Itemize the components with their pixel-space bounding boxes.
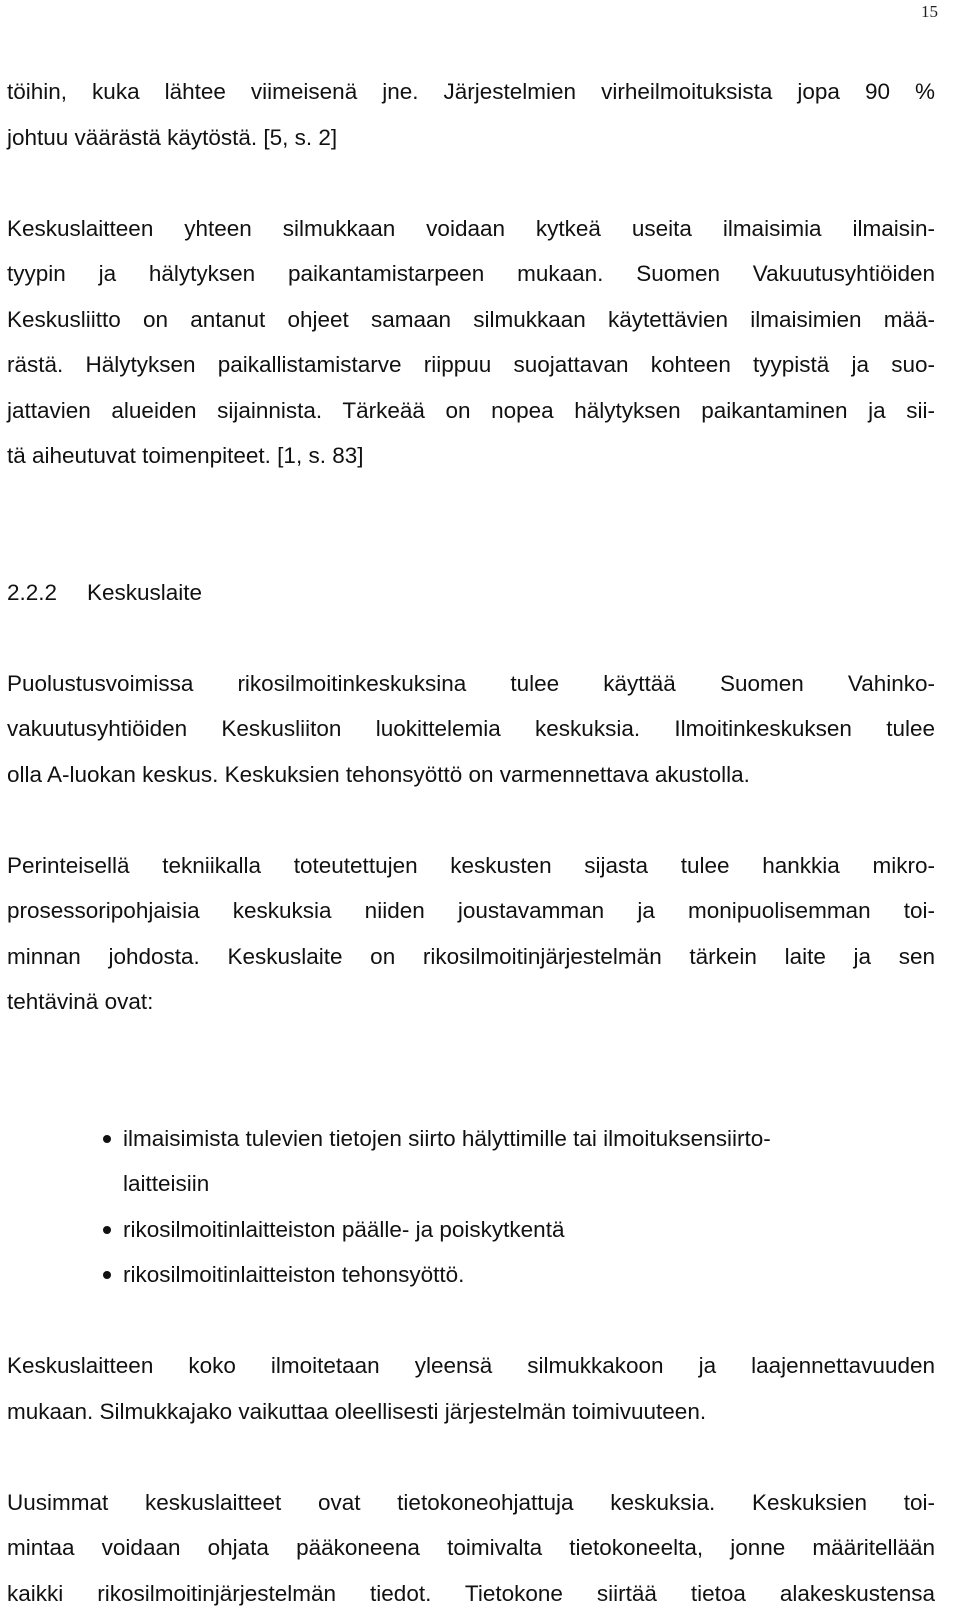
bullet-icon bbox=[103, 1271, 111, 1279]
text-line: mintaa voidaan ohjata pääkoneena toimivalta tietokoneelta, jonne määritellään bbox=[7, 1525, 935, 1571]
task-list bbox=[7, 1116, 935, 1298]
paragraph-4 bbox=[7, 843, 935, 1025]
bullet-icon bbox=[103, 1226, 111, 1234]
text-line: tehtävinä ovat: bbox=[7, 979, 935, 1025]
bullet-icon bbox=[103, 1135, 111, 1143]
list-item-line: rikosilmoitinlaitteiston tehonsyöttö. bbox=[123, 1252, 935, 1298]
text-line: Keskusliitto on antanut ohjeet samaan silmukkaan käytettävien ilmaisimien mää- bbox=[7, 297, 935, 343]
list-item-line: laitteisiin bbox=[123, 1161, 935, 1207]
list-item-line: ilmaisimista tulevien tietojen siirto hälyttimille tai ilmoituksensiirto- bbox=[123, 1116, 935, 1162]
text-line: tä aiheutuvat toimenpiteet. [1, s. 83] bbox=[7, 433, 935, 479]
text-line: rästä. Hälytyksen paikallistamistarve riippuu suojattavan kohteen tyypistä ja suo- bbox=[7, 342, 935, 388]
paragraph-spacer bbox=[7, 797, 935, 843]
text-line: johtuu väärästä käytöstä. [5, s. 2] bbox=[7, 115, 935, 161]
text-line: olla A-luokan keskus. Keskuksien tehonsyöttö on varmennettava akustolla. bbox=[7, 752, 935, 798]
document-body bbox=[7, 69, 935, 1616]
paragraph-spacer bbox=[7, 1434, 935, 1480]
paragraph-1 bbox=[7, 69, 935, 160]
text-line: Perinteisellä tekniikalla toteutettujen keskusten sijasta tulee hankkia mikro- bbox=[7, 843, 935, 889]
text-line: Uusimmat keskuslaitteet ovat tietokoneohjattuja keskuksia. Keskuksien toi- bbox=[7, 1480, 935, 1526]
section-number: 2.2.2 bbox=[7, 570, 87, 616]
text-line: minnan johdosta. Keskuslaite on rikosilmoitinjärjestelmän tärkein laite ja sen bbox=[7, 934, 935, 980]
list-spacer bbox=[7, 1025, 935, 1116]
paragraph-spacer bbox=[7, 615, 935, 661]
paragraph-6 bbox=[7, 1480, 935, 1616]
paragraph-3 bbox=[7, 661, 935, 798]
section-title: Keskuslaite bbox=[87, 580, 202, 605]
section-spacer bbox=[7, 479, 935, 570]
list-item bbox=[7, 1252, 935, 1298]
list-item bbox=[7, 1116, 935, 1207]
text-line: prosessoripohjaisia keskuksia niiden joustavamman ja monipuolisemman toi- bbox=[7, 888, 935, 934]
text-line: kaikki rikosilmoitinjärjestelmän tiedot. Tietokone siirtää tietoa alakeskustensa bbox=[7, 1571, 935, 1616]
paragraph-5 bbox=[7, 1343, 935, 1434]
list-item-line: rikosilmoitinlaitteiston päälle- ja poiskytkentä bbox=[123, 1207, 935, 1253]
text-line: mukaan. Silmukkajako vaikuttaa oleellisesti järjestelmän toimivuuteen. bbox=[7, 1389, 935, 1435]
page-number: 15 bbox=[921, 2, 938, 22]
paragraph-spacer bbox=[7, 1298, 935, 1344]
paragraph-2 bbox=[7, 206, 935, 479]
text-line: Puolustusvoimissa rikosilmoitinkeskuksina tulee käyttää Suomen Vahinko- bbox=[7, 661, 935, 707]
text-line: tyypin ja hälytyksen paikantamistarpeen mukaan. Suomen Vakuutusyhtiöiden bbox=[7, 251, 935, 297]
text-line: Keskuslaitteen yhteen silmukkaan voidaan kytkeä useita ilmaisimia ilmaisin- bbox=[7, 206, 935, 252]
text-line: Keskuslaitteen koko ilmoitetaan yleensä silmukkakoon ja laajennettavuuden bbox=[7, 1343, 935, 1389]
text-line: töihin, kuka lähtee viimeisenä jne. Järjestelmien virheilmoituksista jopa 90 % bbox=[7, 69, 935, 115]
section-heading bbox=[7, 570, 935, 616]
list-item bbox=[7, 1207, 935, 1253]
paragraph-spacer bbox=[7, 160, 935, 206]
text-line: vakuutusyhtiöiden Keskusliiton luokittelemia keskuksia. Ilmoitinkeskuksen tulee bbox=[7, 706, 935, 752]
text-line: jattavien alueiden sijainnista. Tärkeää on nopea hälytyksen paikantaminen ja sii- bbox=[7, 388, 935, 434]
